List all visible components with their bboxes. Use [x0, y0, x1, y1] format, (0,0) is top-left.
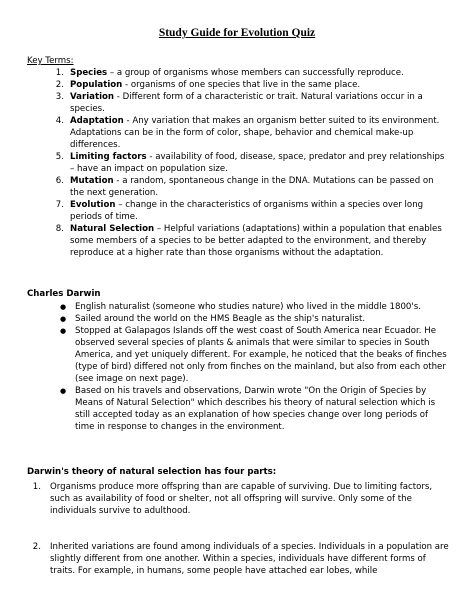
key-term-item: [0, 115, 474, 151]
term-definition: - organisms of one species that live in the same place.: [122, 80, 361, 90]
darwin-fact: [0, 385, 474, 433]
term-name: Limiting factors: [70, 152, 147, 162]
item-number: 8.: [55, 224, 64, 234]
darwin-fact-text: Stopped at Galapagos Islands off the west coast of South America near Ecuador. He observed several species of plants & animals that were similar to species in South America, and yet uniquely different. For example, he noticed that the beaks of finches (type of bird) differed not only from finches on the mainland, but also from each other (see image on next page).: [75, 326, 447, 384]
item-number: 1.: [32, 482, 41, 492]
item-number: 1.: [55, 68, 64, 78]
term-name: Adaptation: [70, 116, 124, 126]
bullet-icon: ●: [60, 327, 67, 335]
item-number: 5.: [55, 152, 64, 162]
term-name: Population: [70, 80, 123, 90]
bullet-icon: ●: [60, 387, 67, 395]
item-number: 3.: [55, 92, 64, 102]
theory-list: [0, 481, 474, 577]
term-definition: - Any variation that makes an organism better suited to its environment. Adaptations can be in the form of color, shape, behavior and chemical make-up differences.: [70, 116, 440, 150]
theory-part: [0, 481, 474, 517]
darwin-heading: Charles Darwin: [27, 289, 101, 299]
key-term-item: [0, 67, 474, 79]
term-definition: – change in the characteristics of organisms within a species over long periods of time.: [70, 200, 424, 222]
item-number: 2.: [55, 80, 64, 90]
key-term-item: [0, 175, 474, 199]
term-name: Variation: [70, 92, 115, 102]
darwin-fact: [0, 325, 474, 385]
key-term-item: [0, 91, 474, 115]
key-terms-list: [0, 67, 474, 259]
theory-part-text: Organisms produce more offspring than are capable of surviving. Due to limiting factors, such as availability of food or shelter, not all offspring will survive. Only some of the individuals survive to adulthood.: [50, 482, 433, 516]
term-name: Species: [70, 68, 108, 78]
term-definition: – Helpful variations (adaptations) within a population that enables some members of a species to be better adapted to the environment, and thereby reproduce at a higher rate than those organisms without the adaptation.: [70, 224, 442, 258]
term-name: Evolution: [70, 200, 116, 210]
term-definition: - a random, spontaneous change in the DNA. Mutations can be passed on the next generation.: [70, 176, 434, 198]
theory-heading: Darwin's theory of natural selection has four parts:: [27, 467, 277, 477]
theory-part: [0, 541, 474, 577]
key-terms-heading: Key Terms:: [27, 56, 74, 66]
item-number: 7.: [55, 200, 64, 210]
term-definition: – a group of organisms whose members can successfully reproduce.: [107, 68, 404, 78]
page-title: Study Guide for Evolution Quiz: [158, 27, 316, 39]
item-number: 2.: [32, 542, 41, 552]
term-name: Mutation: [70, 176, 114, 186]
darwin-facts-list: [0, 301, 474, 433]
key-term-item: [0, 79, 474, 91]
key-term-item: [0, 199, 474, 223]
term-definition: - Different form of a characteristic or trait. Natural variations occur in a species.: [70, 92, 423, 114]
darwin-fact: [0, 301, 474, 313]
bullet-icon: ●: [60, 303, 67, 311]
darwin-fact-text: Based on his travels and observations, Darwin wrote "On the Origin of Species by Means of Natural Selection" which describes his theory of natural selection which is still accepted today as an explanation of how species change over long periods of time in response to changes in the environment.: [75, 386, 436, 432]
item-number: 6.: [55, 176, 64, 186]
darwin-fact-text: English naturalist (someone who studies nature) who lived in the middle 1800's.: [75, 302, 421, 312]
darwin-fact: [0, 313, 474, 325]
item-number: 4.: [55, 116, 64, 126]
bullet-icon: ●: [60, 315, 67, 323]
term-name: Natural Selection: [70, 224, 155, 234]
key-term-item: [0, 151, 474, 175]
key-term-item: [0, 223, 474, 259]
term-definition: - availability of food, disease, space, predator and prey relationships – have an impact on population size.: [70, 152, 445, 174]
theory-part-text: Inherited variations are found among individuals of a species. Individuals in a population are slightly different from one another. Within a species, individuals have different forms of traits. For example, in humans, some people have attached ear lobes, while: [50, 542, 449, 576]
darwin-fact-text: Sailed around the world on the HMS Beagle as the ship's naturalist.: [75, 314, 366, 324]
